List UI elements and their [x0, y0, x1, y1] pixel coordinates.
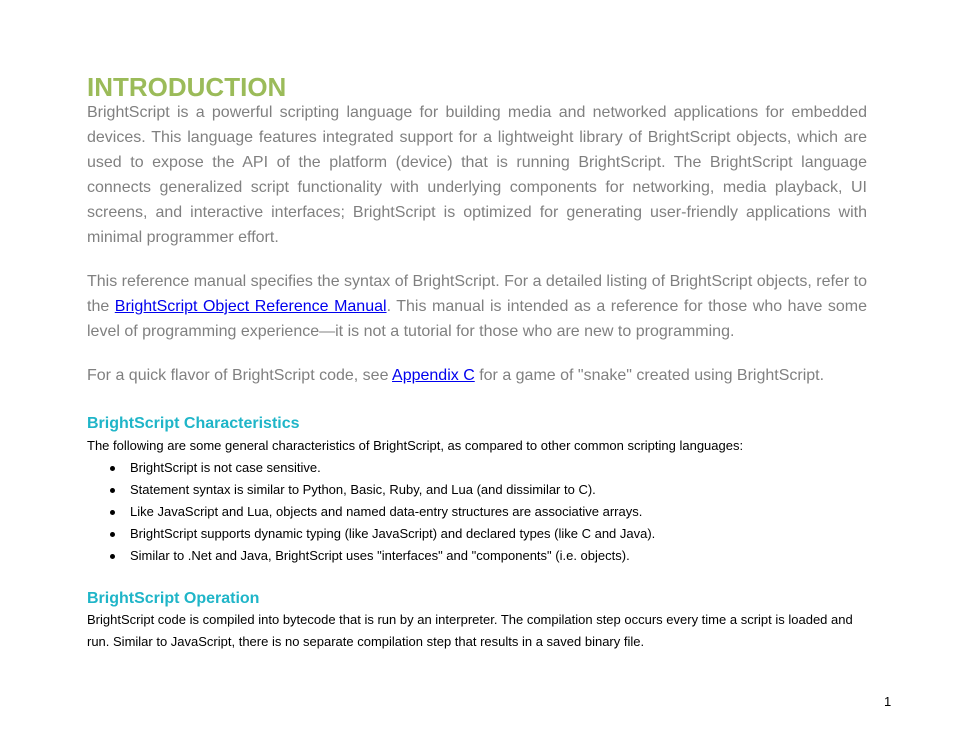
intro-paragraph-1: BrightScript is a powerful scripting language for building media and networked applications for embedded devices. This language features integrated support for a lightweight library of BrightScript objects, which are used to expose the API of the platform (device) that is running BrightScript. The BrightScript language connects generalized script functionality with underlying components for networking, media playback, UI screens, and interactive interfaces; BrightScript is optimized for generating user-friendly applications with minimal programmer effort. — [87, 104, 867, 246]
appendix-c-link[interactable]: Appendix C — [392, 367, 475, 384]
bullet-icon — [110, 554, 115, 559]
intro-paragraph-2-after: . This manual is intended as a reference for those who have some level of programming experience—it is not a tutorial for those who are new to programming. — [87, 298, 867, 340]
operation-text: BrightScript code is compiled into bytecode that is run by an interpreter. The compilation step occurs every time a script is loaded and run. Similar to JavaScript, there is no separate compilation step that results in a saved binary file. — [87, 612, 853, 649]
list-item-text: BrightScript supports dynamic typing (like JavaScript) and declared types (like C and Java). — [130, 526, 656, 541]
bullet-icon — [110, 532, 115, 537]
intro-paragraph-3-before: For a quick flavor of BrightScript code, see — [87, 367, 393, 384]
intro-paragraph-3-after: for a game of "snake" created using BrightScript. — [474, 367, 825, 384]
characteristics-heading: BrightScript Characteristics — [87, 415, 300, 432]
characteristics-lead: The following are some general characteristics of BrightScript, as compared to other common scripting languages: — [87, 438, 744, 453]
characteristics-list — [87, 457, 867, 567]
list-item-text: Similar to .Net and Java, BrightScript uses "interfaces" and "components" (i.e. objects). — [130, 548, 630, 563]
list-item-text: Statement syntax is similar to Python, Basic, Ruby, and Lua (and dissimilar to C). — [130, 482, 596, 497]
list-item — [87, 457, 867, 479]
list-item — [87, 545, 867, 567]
intro-paragraph-2-before: This reference manual specifies the syntax of BrightScript. For a detailed listing of BrightScript objects, refer to the — [87, 273, 867, 315]
list-item — [87, 523, 867, 545]
list-item — [87, 479, 867, 501]
list-item-text: Like JavaScript and Lua, objects and named data-entry structures are associative arrays. — [130, 504, 643, 519]
intro-paragraph-3 — [87, 363, 867, 388]
bullet-icon — [110, 510, 115, 515]
intro-paragraph-2 — [87, 269, 867, 344]
page-title: INTRODUCTION — [87, 72, 287, 102]
page-number: 1 — [884, 694, 892, 709]
object-reference-manual-link[interactable]: BrightScript Object Reference Manual — [114, 298, 387, 315]
list-item — [87, 501, 867, 523]
introduction-section — [87, 100, 867, 388]
operation-heading: BrightScript Operation — [87, 590, 260, 607]
bullet-icon — [110, 466, 115, 471]
document-page — [87, 71, 867, 653]
list-item-text: BrightScript is not case sensitive. — [130, 460, 321, 475]
bullet-icon — [110, 488, 115, 493]
